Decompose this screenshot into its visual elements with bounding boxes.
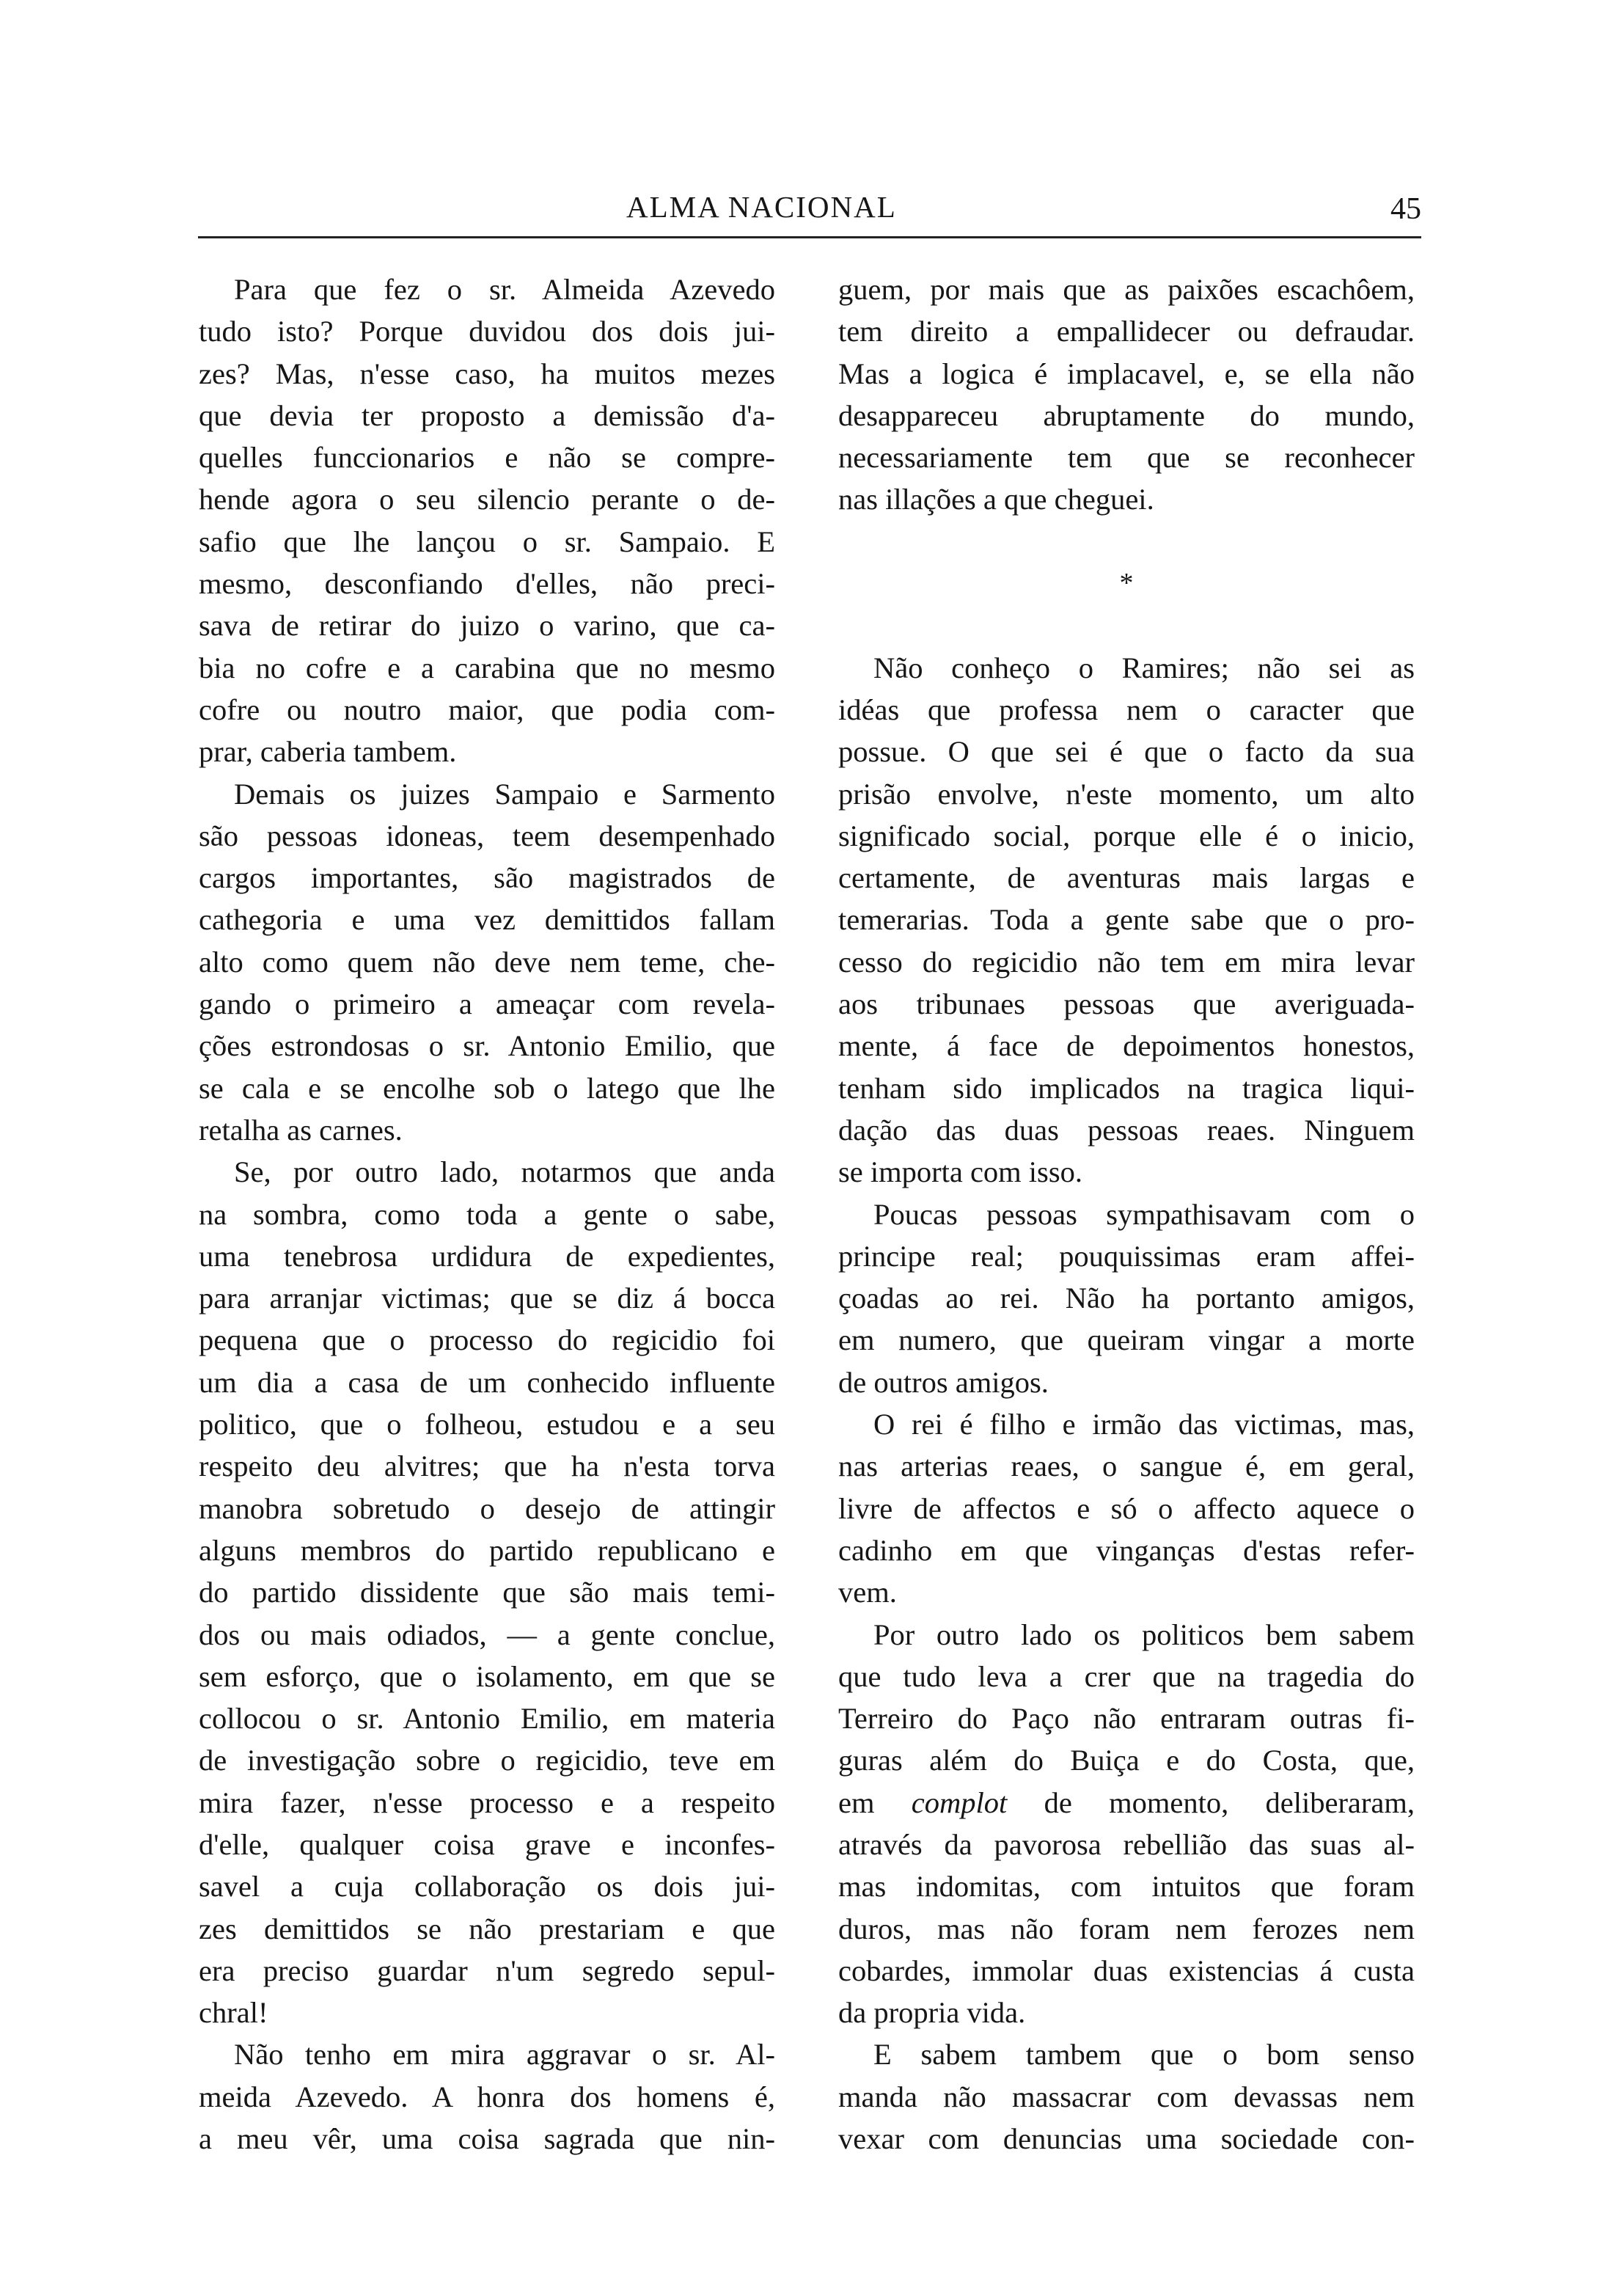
text-line: Terreiro do Paço não entraram outras fi- — [838, 1702, 1415, 1736]
text-line: O rei é filho e irmão das victimas, mas, — [873, 1408, 1415, 1441]
text-line: através da pavorosa rebellião das suas al- — [838, 1827, 1415, 1861]
text-line: Não tenho em mira aggravar o sr. Al- — [234, 2038, 775, 2072]
blank-line — [838, 604, 1415, 646]
text-line: Por outro lado os politicos bem sabem — [873, 1617, 1415, 1651]
text-line: da propria vida. — [838, 1996, 1026, 2030]
text-line: cargos importantes, são magistrados de — [199, 861, 775, 895]
text-line: Poucas pessoas sympathisavam com o — [873, 1197, 1415, 1231]
text-line: nas illações a que cheguei. — [838, 483, 1154, 516]
text-line: d'elle, qualquer coisa grave e inconfes- — [199, 1827, 775, 1861]
text-line: prisão envolve, n'este momento, um alto — [838, 777, 1415, 811]
text-line: meida Azevedo. A honra dos homens é, — [199, 2080, 775, 2113]
text-line: guem, por mais que as paixões escachôem, — [838, 273, 1415, 306]
text-line: temerarias. Toda a gente sabe que o pro- — [838, 903, 1415, 937]
text-line: cathegoria e uma vez demittidos fallam — [199, 903, 775, 937]
text-line: dos ou mais odiados, — a gente conclue, — [199, 1617, 775, 1651]
text-line: uma tenebrosa urdidura de expedientes, — [199, 1239, 775, 1273]
text-line: retalha as carnes. — [199, 1113, 403, 1147]
text-line: Para que fez o sr. Almeida Azevedo — [234, 273, 775, 306]
text-line: do partido dissidente que são mais temi- — [199, 1576, 775, 1609]
text-line: certamente, de aventuras mais largas e — [838, 861, 1415, 895]
text-line: em numero, que queiram vingar a morte — [838, 1323, 1415, 1357]
text-line: zes demittidos se não prestariam e que — [199, 1912, 775, 1945]
text-line: que tudo leva a crer que na tragedia do — [838, 1659, 1415, 1693]
text-line: Não conheço o Ramires; não sei as — [873, 651, 1415, 684]
text-line: mesmo, desconfiando d'elles, não preci- — [199, 567, 775, 601]
text-line: sava de retirar do juizo o varino, que ca- — [199, 609, 775, 643]
text-line: Mas a logica é implacavel, e, se ella não — [838, 357, 1415, 390]
page-number: 45 — [1390, 192, 1421, 226]
text-line: çoadas ao rei. Não ha portanto amigos, — [838, 1282, 1415, 1315]
text-line: ções estrondosas o sr. Antonio Emilio, que — [199, 1029, 775, 1063]
text-line: zes? Mas, n'esse caso, ha muitos mezes — [199, 357, 775, 390]
text-line: vem. — [838, 1576, 897, 1609]
text-line: significado social, porque elle é o inicio, — [838, 819, 1415, 852]
text-line: savel a cuja collaboração os dois jui- — [199, 1870, 775, 1904]
text-line: idéas que professa nem o caracter que — [838, 692, 1415, 726]
text-line: collocou o sr. Antonio Emilio, em materia — [199, 1702, 775, 1736]
text-line: alguns membros do partido republicano e — [199, 1533, 775, 1567]
right-column — [838, 268, 1415, 2160]
blank-line — [838, 521, 1415, 563]
text-line: são pessoas idoneas, teem desempenhado — [199, 819, 775, 852]
text-line: dação das duas pessoas reaes. Ninguem — [838, 1113, 1415, 1147]
text-line: tem direito a empallidecer ou defraudar. — [838, 315, 1415, 348]
text-line: mas indomitas, com intuitos que foram — [838, 1870, 1415, 1904]
text-line: tudo isto? Porque duvidou dos dois jui- — [199, 315, 775, 348]
text-line: chral! — [199, 1996, 268, 2030]
header-rule — [198, 236, 1421, 238]
text-line: quelles funccionarios e não se compre- — [199, 441, 775, 475]
text-line: em complot de momento, deliberaram, — [838, 1785, 1415, 1819]
text-line: a meu vêr, uma coisa sagrada que nin- — [199, 2122, 775, 2156]
text-line: bia no cofre e a carabina que no mesmo — [199, 651, 775, 684]
text-line: necessariamente tem que se reconhecer — [838, 441, 1415, 475]
text-line: aos tribunaes pessoas que averiguada- — [838, 987, 1415, 1021]
text-line: cesso do regicidio não tem em mira levar — [838, 945, 1415, 979]
text-line: manobra sobretudo o desejo de attingir — [199, 1491, 775, 1525]
text-line: cadinho em que vinganças d'estas refer- — [838, 1533, 1415, 1567]
text-line: principe real; pouquissimas eram affei- — [838, 1239, 1415, 1273]
text-line: mira fazer, n'esse processo e a respeito — [199, 1785, 775, 1819]
text-line: Demais os juizes Sampaio e Sarmento — [234, 777, 775, 811]
text-line: duros, mas não foram nem ferozes nem — [838, 1912, 1415, 1945]
text-line: tenham sido implicados na tragica liqui- — [838, 1071, 1415, 1105]
text-line: um dia a casa de um conhecido influente — [199, 1365, 775, 1399]
text-line: vexar com denuncias uma sociedade con- — [838, 2122, 1415, 2156]
text-line: era preciso guardar n'um segredo sepul- — [199, 1953, 775, 1987]
text-line: de outros amigos. — [838, 1365, 1049, 1399]
text-line: prar, caberia tambem. — [199, 735, 457, 769]
text-line: gando o primeiro a ameaçar com revela- — [199, 987, 775, 1021]
text-line: livre de affectos e só o affecto aquece o — [838, 1491, 1415, 1525]
text-line: se importa com isso. — [838, 1155, 1082, 1189]
text-line: safio que lhe lançou o sr. Sampaio. E — [199, 524, 775, 558]
text-line: sem esforço, que o isolamento, em que se — [199, 1659, 775, 1693]
text-line: E sabem tambem que o bom senso — [873, 2038, 1415, 2072]
text-line: mente, á face de depoimentos honestos, — [838, 1029, 1415, 1063]
text-line: alto como quem não deve nem teme, che- — [199, 945, 775, 979]
left-column — [199, 268, 775, 2160]
text-line: desappareceu abruptamente do mundo, — [838, 398, 1415, 432]
text-line: cobardes, immolar duas existencias á custa — [838, 1953, 1415, 1987]
text-line: politico, que o folheou, estudou e a seu — [199, 1408, 775, 1441]
running-title: ALMA NACIONAL — [626, 190, 897, 224]
text-line: hende agora o seu silencio perante o de- — [199, 483, 775, 516]
text-line: de investigação sobre o regicidio, teve em — [199, 1744, 775, 1777]
italic-term: complot — [911, 1785, 1008, 1819]
text-line: guras além do Buiça e do Costa, que, — [838, 1744, 1415, 1777]
text-line: pequena que o processo do regicidio foi — [199, 1323, 775, 1357]
text-line: para arranjar victimas; que se diz á bocca — [199, 1282, 775, 1315]
text-line: se cala e se encolhe sob o latego que lhe — [199, 1071, 775, 1105]
text-line: nas arterias reaes, o sangue é, em geral, — [838, 1449, 1415, 1483]
text-line: possue. O que sei é que o facto da sua — [838, 735, 1415, 769]
text-line: na sombra, como toda a gente o sabe, — [199, 1197, 775, 1231]
text-line: Se, por outro lado, notarmos que anda — [234, 1155, 775, 1189]
text-line: cofre ou noutro maior, que podia com- — [199, 692, 775, 726]
text-line: respeito deu alvitres; que ha n'esta torva — [199, 1449, 775, 1483]
text-line: que devia ter proposto a demissão d'a- — [199, 398, 775, 432]
text-line: manda não massacrar com devassas nem — [838, 2080, 1415, 2113]
section-asterism: * — [1119, 568, 1134, 599]
